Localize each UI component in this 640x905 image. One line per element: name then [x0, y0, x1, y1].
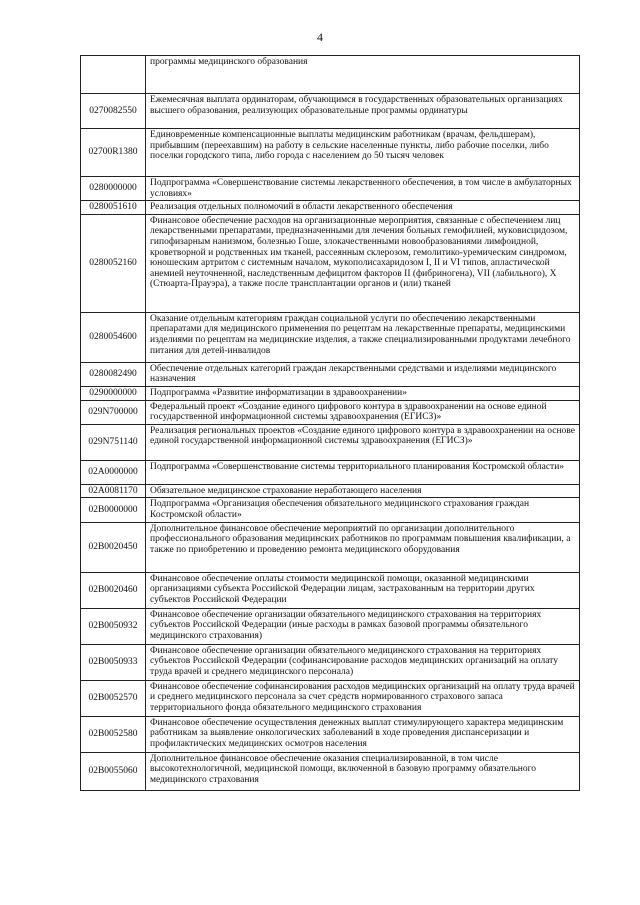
- table-row: [81, 312, 580, 362]
- table-row: [81, 644, 580, 680]
- row-description: Реализация отдельных полномочий в области лекарственного обеспечения: [146, 201, 580, 215]
- row-code: 02B0020450: [81, 522, 146, 572]
- row-description: программы медицинского образования: [146, 56, 580, 94]
- table-row: [81, 460, 580, 484]
- row-description: Единовременные компенсационные выплаты медицинским работникам (врачам, фельдшерам), прибывшим (переехавшим) на работу в сельские населенные пункты, либо рабочие поселки, либо поселки городского типа, либо города с населением до 50 тысяч человек: [146, 129, 580, 177]
- row-code: 0280052160: [81, 214, 146, 312]
- table-row: [81, 400, 580, 424]
- row-description: Обеспечение отдельных категорий граждан лекарственными средствами и изделиями медицинского назначения: [146, 362, 580, 386]
- row-code: [81, 56, 146, 94]
- row-description: Финансовое обеспечение софинансирования расходов медицинских организаций на оплату труда врачей и среднего медицинского персонала за счет средств нормированного страхового запаса территориального фонда обязательного медицинского страхования: [146, 680, 580, 716]
- row-description: Подпрограмма «Совершенствование системы территориального планирования Костромской области»: [146, 460, 580, 484]
- row-code: 0270082550: [81, 94, 146, 129]
- row-code: 0280051610: [81, 201, 146, 215]
- table-row: [81, 201, 580, 215]
- row-description: Финансовое обеспечение расходов на организационные мероприятия, связанные с обеспечением лиц лекарственными препаратами, предназначенными для лечения больных гемофилией, муковисцидозом, гипофизарным нанизмом, болезнью Гоше, злокачественными новообразованиями лимфоидной, кроветворной и родственных им тканей, рассеянным склерозом, гемолитико-уремическим синдромом, юношеским артритом с системным началом, мукополисахаридозом I, II и VI типов, апластической анемией неуточненной, наследственным дефицитом факторов II (фибриногена), VII (лабильного), X (Стюарта-Прауэра), а также после трансплантации органов и (или) тканей: [146, 214, 580, 312]
- row-code: 02B0050932: [81, 608, 146, 644]
- table-row: [81, 362, 580, 386]
- row-code: 029N700000: [81, 400, 146, 424]
- table-row: [81, 608, 580, 644]
- row-code: 02B0000000: [81, 498, 146, 522]
- row-description: Оказание отдельным категориям граждан социальной услуги по обеспечению лекарственными препаратами для медицинского применения по рецептам на лекарственные препараты, медицинскими изделиями по рецептам на медицинские изделия, а также специализированными продуктами лечебного питания для детей-инвалидов: [146, 312, 580, 362]
- table-row: [81, 94, 580, 129]
- row-description: Дополнительное финансовое обеспечение мероприятий по организации дополнительного профессионального образования медицинских работников по программам повышения квалификации, а также по приобретению и проведению ремонта медицинского оборудования: [146, 522, 580, 572]
- page-number: 4: [317, 30, 323, 44]
- row-description: Финансовое обеспечение организации обязательного медицинского страхования на территориях субъектов Российской Федерации (иные расходы в рамках базовой программы обязательного медицинского страхования): [146, 608, 580, 644]
- table-row: [81, 177, 580, 201]
- table-body: [81, 56, 580, 791]
- row-description: Реализация региональных проектов «Создание единого цифрового контура в здравоохранении на основе единой государственной информационной системы здравоохранения (ЕГИСЗ)»: [146, 424, 580, 460]
- row-description: Подпрограмма «Совершенствование системы лекарственного обеспечения, в том числе в амбулаторных условиях»: [146, 177, 580, 201]
- table-row: [81, 129, 580, 177]
- row-code: 0280000000: [81, 177, 146, 201]
- row-code: 0290000000: [81, 386, 146, 400]
- row-code: 02A0000000: [81, 460, 146, 484]
- table-row: [81, 386, 580, 400]
- row-code: 02B0020460: [81, 572, 146, 608]
- row-code: 02B0050933: [81, 644, 146, 680]
- row-description: Обязательное медицинское страхование неработающего населения: [146, 484, 580, 498]
- budget-codes-table: [80, 55, 580, 791]
- table-row: [81, 424, 580, 460]
- row-description: Подпрограмма «Развитие информатизации в здравоохранении»: [146, 386, 580, 400]
- row-description: Ежемесячная выплата ординаторам, обучающимся в государственных образовательных организациях высшего образования, реализующих образовательные программы ординатуры: [146, 94, 580, 129]
- row-code: 02B0052570: [81, 680, 146, 716]
- row-description: Финансовое обеспечение осуществления денежных выплат стимулирующего характера медицинским работникам за выявление онкологических заболеваний в ходе проведения диспансеризации и профилактических медицинских осмотров населения: [146, 716, 580, 752]
- row-code: 029N751140: [81, 424, 146, 460]
- row-description: Финансовое обеспечение организации обязательного медицинского страхования на территориях субъектов Российской Федерации (софинансирование расходов медицинских организаций на оплату труда врачей и среднего медицинского персонала): [146, 644, 580, 680]
- table-row: [81, 214, 580, 312]
- row-code: 02B0052580: [81, 716, 146, 752]
- row-code: 0280082490: [81, 362, 146, 386]
- row-code: 0280054600: [81, 312, 146, 362]
- table-row: [81, 484, 580, 498]
- table-row: [81, 498, 580, 522]
- row-description: Подпрограмма «Организация обеспечения обязательного медицинского страхования граждан Костромской области»: [146, 498, 580, 522]
- table-row: [81, 752, 580, 790]
- row-description: Дополнительное финансовое обеспечение оказания специализированной, в том числе высокотехнологичной, медицинской помощи, включенной в базовую программу обязательного медицинского страхования: [146, 752, 580, 790]
- row-description: Финансовое обеспечение оплаты стоимости медицинской помощи, оказанной медицинскими организациями субъекта Российской Федерации лицам, застрахованным на территории других субъектов Российской Федерации: [146, 572, 580, 608]
- row-code: 02A0081170: [81, 484, 146, 498]
- table-row: [81, 522, 580, 572]
- table-row: [81, 680, 580, 716]
- row-description: Федеральный проект «Создание единого цифрового контура в здравоохранении на основе единой государственной информационной системы здравоохранения (ЕГИСЗ)»: [146, 400, 580, 424]
- table-row: [81, 56, 580, 94]
- table-row: [81, 716, 580, 752]
- table-row: [81, 572, 580, 608]
- row-code: 02700R1380: [81, 129, 146, 177]
- row-code: 02B0055060: [81, 752, 146, 790]
